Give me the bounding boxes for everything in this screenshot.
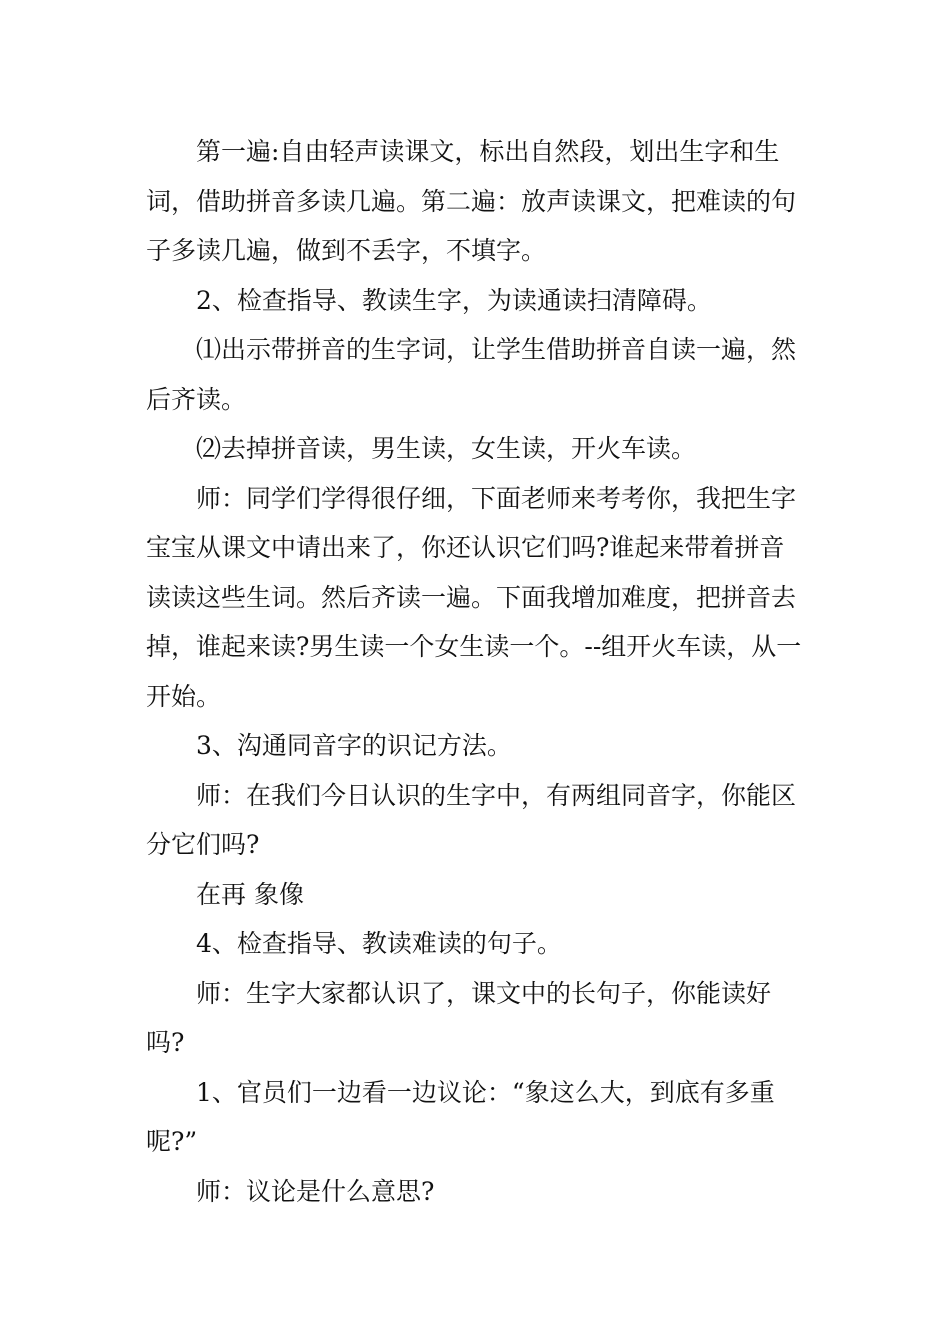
paragraph-step-2: 2、检查指导、教读生字，为读通读扫清障碍。 [196,285,712,315]
paragraph-reading-steps: 第一遍:自由轻声读课文，标出自然段，划出生字和生词，借助拼音多读几遍。第二遍：放声读课文，把难读的句子多读几遍，做到不丢字，不填字。 [146,137,797,265]
paragraph-step-3: 3、沟通同音字的识记方法。 [196,731,512,760]
document-body [146,127,808,1216]
paragraph-homophones: 在再 象像 [196,879,304,909]
paragraph-step-4: 4、检查指导、教读难读的句子。 [196,929,562,958]
paragraph-teacher-remarks-3: 师：生字大家都认识了，课文中的长句子，你能读好吗? [146,978,772,1057]
paragraph-teacher-remarks-1: 师：同学们学得很仔细，下面老师来考考你，我把生字宝宝从课文中请出来了，你还认识它们吗?谁起来带着拼音读读这些生词。然后齐读一遍。下面我增加难度，把拼音去掉，谁起来读?男生读一个女生读一个。--组开火车读，从一开始。 [146,483,802,711]
paragraph-teacher-question: 师：议论是什么意思? [196,1176,435,1206]
paragraph-sentence-1: 1、官员们一边看一边议论：“象这么大，到底有多重呢?” [146,1077,775,1156]
paragraph-substep-2: ⑵去掉拼音读，男生读，女生读，开火车读。 [196,434,697,463]
paragraph-substep-1: ⑴出示带拼音的生字词，让学生借助拼音自读一遍，然后齐读。 [146,335,797,414]
paragraph-teacher-remarks-2: 师：在我们今日认识的生字中，有两组同音字，你能区分它们吗? [146,780,797,859]
